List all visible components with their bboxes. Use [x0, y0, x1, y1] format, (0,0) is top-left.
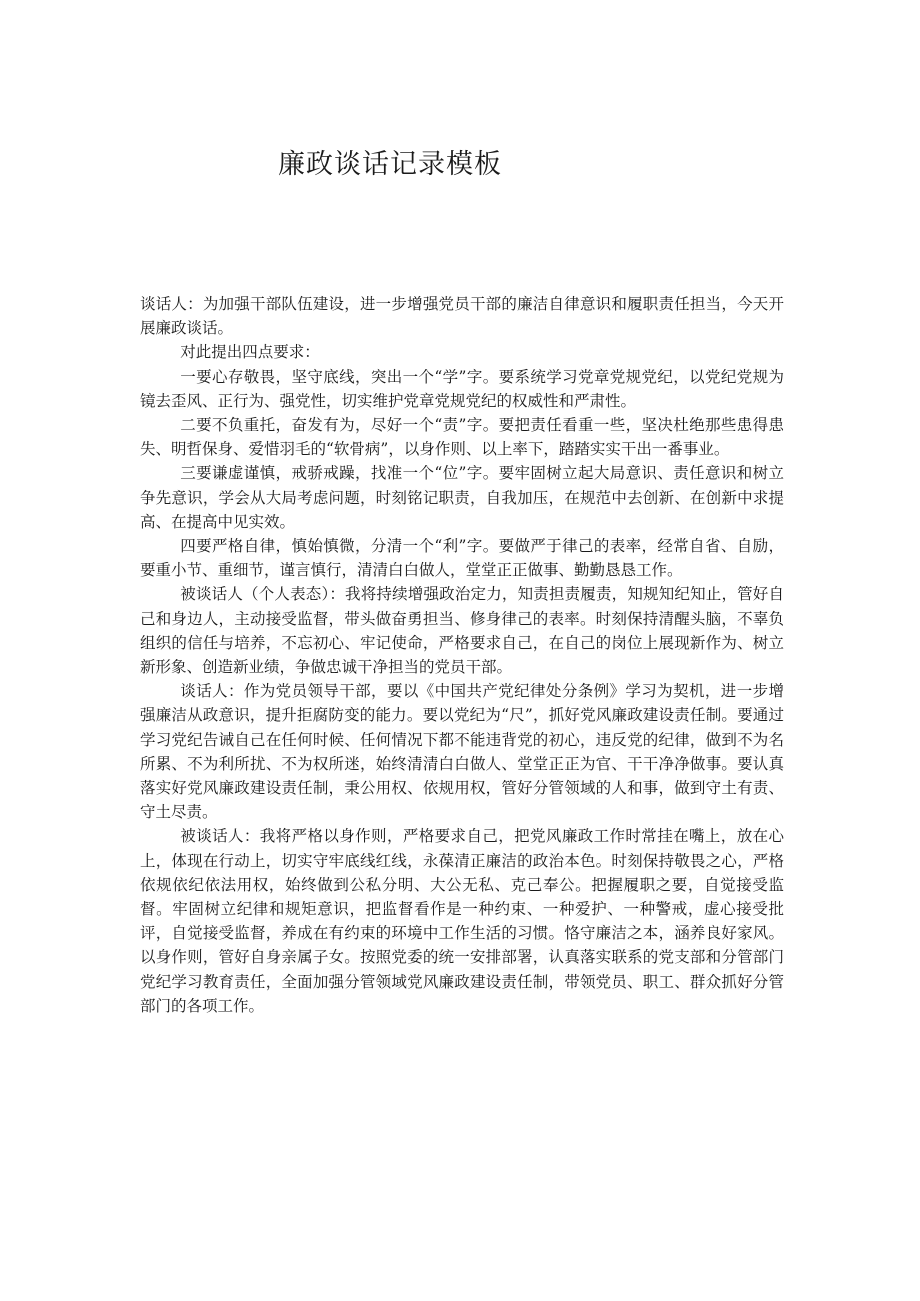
document-title: 廉政谈话记录模板 — [278, 149, 502, 180]
paragraph-requirement-4: 四要严格自律，慎始慎微，分清一个“利”字。要做严于律己的表率，经常自省、自励，要重小节、重细节，谨言慎行，清清白白做人，堂堂正正做事、勤勤恳恳工作。 — [140, 537, 784, 580]
paragraph-requirements-intro: 对此提出四点要求： — [180, 343, 320, 362]
paragraph-requirement-3: 三要谦虚谨慎，戒骄戒躁，找准一个“位”字。要牢固树立起大局意识、责任意识和树立争先意识，学会从大局考虑问题，时刻铭记职责，自我加压，在规范中去创新、在创新中求提高、在提高中见实效。 — [140, 464, 784, 531]
paragraph-interviewee-statement-2: 被谈话人：我将严格以身作则，严格要求自己，把党风廉政工作时常挂在嘴上，放在心上，体现在行动上，切实守牢底线红线，永葆清正廉洁的政治本色。时刻保持敬畏之心，严格依规依纪依法用权，始终做到公私分明、大公无私、克己奉公。把握履职之要，自觉接受监督。牢固树立纪律和规矩意识，把监督看作是一种约束、一种爱护、一种警戒，虚心接受批评，自觉接受监督，养成在有约束的环境中工作生活的习惯。恪守廉洁之本，涵养良好家风。以身作则，管好自身亲属子女。按照党委的统一安排部署，认真落实联系的党支部和分管部门党纪学习教育责任，全面加强分管领域党风廉政建设责任制，带领党员、职工、群众抓好分管部门的各项工作。 — [140, 827, 784, 1015]
paragraph-interviewee-statement-1: 被谈话人（个人表态）：我将持续增强政治定力，知责担责履责，知规知纪知止，管好自己和身边人，主动接受监督，带头做奋勇担当、修身律己的表率。时刻保持清醒头脑，不辜负组织的信任与培养，不忘初心、牢记使命，严格要求自己，在自己的岗位上展现新作为、树立新形象、创造新业绩，争做忠诚干净担当的党员干部。 — [140, 585, 784, 677]
paragraph-speaker-statement-2: 谈话人：作为党员领导干部，要以《中国共产党纪律处分条例》学习为契机，进一步增强廉洁从政意识，提升拒腐防变的能力。要以党纪为“尺”，抓好党风廉政建设责任制。要通过学习党纪告诫自己在任何时候、任何情况下都不能违背党的初心，违反党的纪律，做到不为名所累、不为利所扰、不为权所迷，始终清清白白做人、堂堂正正为官、干干净净做事。要认真落实好党风廉政建设责任制，秉公用权、依规用权，管好分管领域的人和事，做到守土有责、守土尽责。 — [140, 682, 784, 822]
document-body — [140, 292, 784, 1018]
paragraph-requirement-2: 二要不负重托，奋发有为，尽好一个“责”字。要把责任看重一些，坚决杜绝那些患得患失、明哲保身、爱惜羽毛的“软骨病”，以身作则、以上率下，踏踏实实干出一番事业。 — [140, 416, 784, 459]
paragraph-opening-speaker: 谈话人：为加强干部队伍建设，进一步增强党员干部的廉洁自律意识和履职责任担当，今天开展廉政谈话。 — [140, 295, 784, 338]
paragraph-requirement-1: 一要心存敬畏，坚守底线，突出一个“学”字。要系统学习党章党规党纪，以党纪党规为镜去歪风、正行为、强党性，切实维护党章党规党纪的权威性和严肃性。 — [140, 367, 784, 410]
